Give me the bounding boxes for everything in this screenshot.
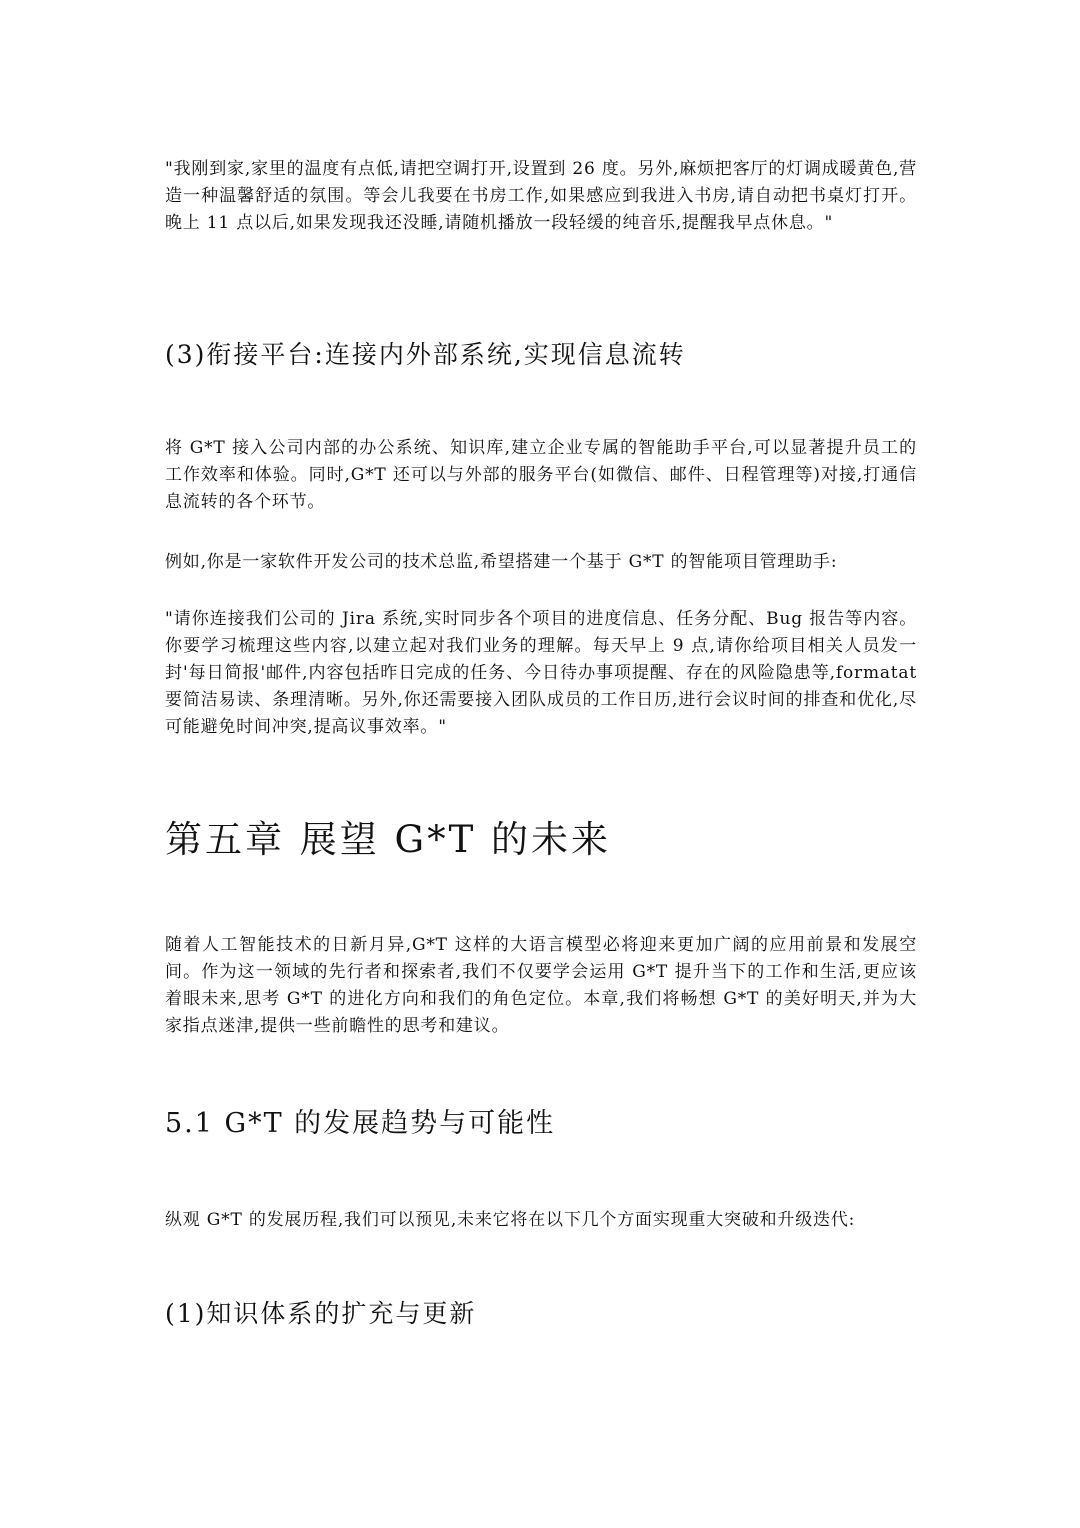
section-title: 5.1 G*T 的发展趋势与可能性 (165, 1108, 556, 1139)
heading-platform: (3)衔接平台:连接内外部系统,实现信息流转 (165, 340, 686, 369)
heading-knowledge: (1)知识体系的扩充与更新 (165, 1299, 477, 1328)
para-chapter-intro: 随着人工智能技术的日新月异,G*T 这样的大语言模型必将迎来更加广阔的应用前景和发展空间。作为这一领域的先行者和探索者,我们不仅要学会运用 G*T 提升当下的工作和生活,更应该着眼未来,思考 G*T 的进化方向和我们的角色定位。本章,我们将畅想 G*T 的美好明天,并为大家指点迷津,提供一些前瞻性的思考和建议。 (165, 935, 917, 1036)
para-platform-intro: 将 G*T 接入公司内部的办公系统、知识库,建立企业专属的智能助手平台,可以显著提升员工的工作效率和体验。同时,G*T 还可以与外部的服务平台(如微信、邮件、日程管理等)对接,打通信息流转的各个环节。 (165, 438, 917, 512)
quote-smart-home: "我刚到家,家里的温度有点低,请把空调打开,设置到 26 度。另外,麻烦把客厅的灯调成暖黄色,营造一种温馨舒适的氛围。等会儿我要在书房工作,如果感应到我进入书房,请自动把书桌灯打开。晚上 11 点以后,如果发现我还没睡,请随机播放一段轻缓的纯音乐,提醒我早点休息。" (165, 159, 917, 233)
quote-jira: "请你连接我们公司的 Jira 系统,实时同步各个项目的进度信息、任务分配、Bug 报告等内容。你要学习梳理这些内容,以建立起对我们业务的理解。每天早上 9 点,请你给项目相关人员发一封'每日简报'邮件,内容包括昨日完成的任务、今日待办事项提醒、存在的风险隐患等,formatat 要简洁易读、条理清晰。另外,你还需要接入团队成员的工作日历,进行会议时间的排查和优化,尽可能避免时间冲突,提高议事效率。" (165, 609, 917, 737)
chapter-title: 第五章 展望 G*T 的未来 (165, 818, 612, 861)
para-section-intro: 纵观 G*T 的发展历程,我们可以预见,未来它将在以下几个方面实现重大突破和升级迭代: (165, 1210, 856, 1230)
para-platform-example: 例如,你是一家软件开发公司的技术总监,希望搭建一个基于 G*T 的智能项目管理助手: (165, 552, 838, 572)
